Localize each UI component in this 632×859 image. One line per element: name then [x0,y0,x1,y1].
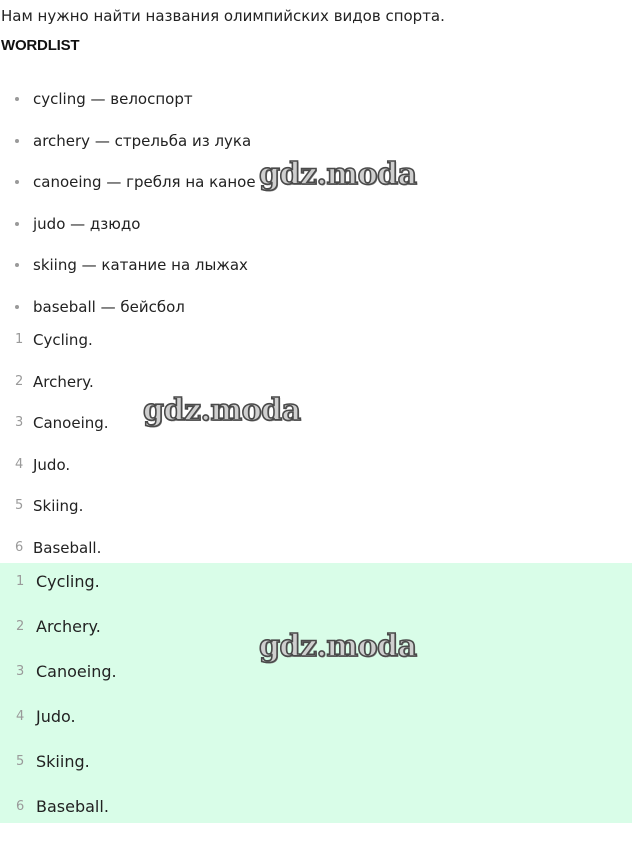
bullet-icon [15,305,19,309]
answer-item [0,369,109,411]
watermark: gdz.moda [143,393,301,428]
answer-text: Judo. [36,707,76,726]
wordlist-item [0,169,256,211]
highlighted-answer-item [0,568,117,613]
item-number: 5 [15,498,24,514]
item-number: 1 [16,574,25,589]
answer-text: Archery. [36,617,101,636]
answer-text: Cycling. [36,572,100,591]
bullet-icon [15,263,19,267]
wordlist [0,86,256,336]
answer-text: Canoeing. [36,662,117,681]
answer-text: Canoeing. [33,414,109,433]
answer-text: Judo. [33,455,71,474]
wordlist-item-text: judo — дзюдо [33,214,141,233]
item-number: 3 [15,415,24,431]
answer-item [0,493,109,535]
wordlist-item-text: cycling — велоспорт [33,90,193,108]
item-number: 6 [16,799,25,814]
item-number: 4 [16,709,25,724]
highlighted-answer-item [0,703,117,748]
wordlist-item-text: archery — стрельба из лука [33,131,252,150]
answer-text: Skiing. [33,497,84,516]
answer-list [0,327,109,577]
answer-text: Baseball. [36,797,109,816]
wordlist-heading: WORDLIST [1,37,80,54]
wordlist-item [0,211,256,253]
answer-text: Skiing. [36,752,90,771]
wordlist-item [0,86,256,128]
answer-text: Baseball. [33,538,102,557]
item-number: 4 [15,456,24,472]
item-number: 2 [15,373,24,389]
item-number: 1 [15,332,24,347]
bullet-icon [15,222,19,226]
answer-text: Cycling. [33,331,93,349]
wordlist-item-text: baseball — бейсбол [33,297,185,316]
item-number: 5 [16,754,25,769]
intro-text: Нам нужно найти названия олимпийских видов спорта. [1,7,445,25]
bullet-icon [15,97,19,101]
highlighted-answer-item [0,793,117,838]
item-number: 3 [16,664,25,679]
item-number: 2 [16,619,25,634]
answer-item [0,452,109,494]
highlighted-answer-item [0,658,117,703]
wordlist-item-text: skiing — катание на лыжах [33,256,248,275]
bullet-icon [15,139,19,143]
answer-item [0,410,109,452]
bullet-icon [15,180,19,184]
item-number: 6 [15,539,24,555]
answer-item [0,327,109,369]
watermark: gdz.moda [259,157,417,192]
answer-text: Archery. [33,372,94,391]
wordlist-item [0,128,256,170]
highlighted-answer-list [0,568,117,838]
wordlist-item-text: canoeing — гребля на каное [33,173,256,192]
wordlist-item [0,252,256,294]
highlighted-answer-item [0,613,117,658]
watermark: gdz.moda [259,629,417,664]
highlighted-answer-item [0,748,117,793]
